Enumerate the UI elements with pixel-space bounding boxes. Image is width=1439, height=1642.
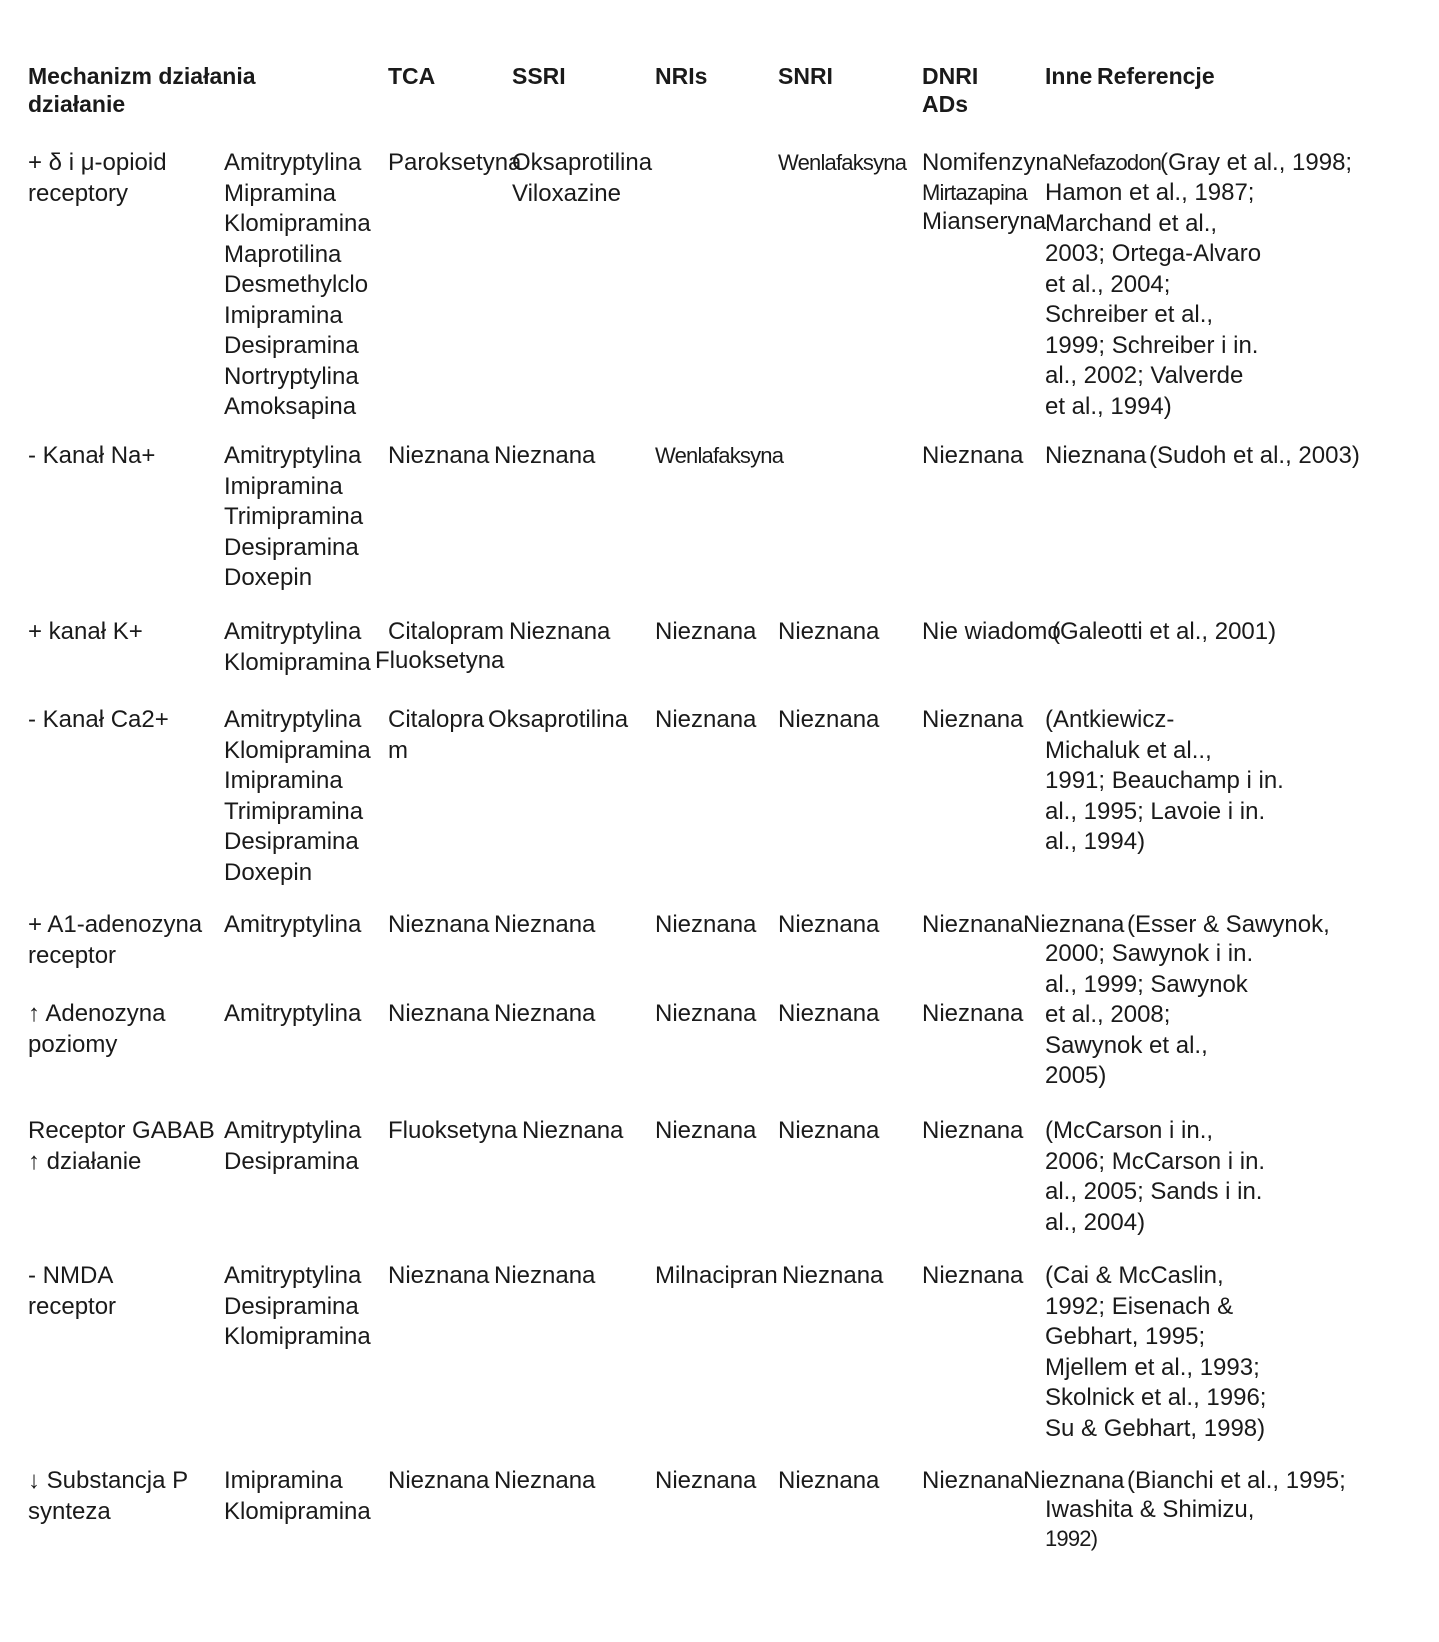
row-other-drug: Nefazodon (1062, 150, 1162, 175)
row-snri-drugs: Nieznana (778, 1000, 880, 1027)
row-snri-drugs: Wenlafaksyna (655, 443, 784, 468)
row-dnri-drug: Nieznana (922, 442, 1024, 469)
header-dnri-ads: DNRI ADs (922, 63, 979, 117)
row-mechanism: - Kanał Na+ (28, 442, 156, 469)
row-ssri-drugs: Citalopra m (388, 706, 485, 764)
row-tca-drugs: Amitryptylina Imipramina Trimipramina Desipramina Doxepin (224, 442, 364, 591)
row-nri-drugs: Oksaprotilina (488, 706, 629, 733)
row-tca-drugs: Amitryptylina Klomipramina Imipramina Trimipramina Desipramina Doxepin (224, 706, 371, 886)
row-nri-drugs: Nieznana (494, 911, 596, 938)
row-tca-drugs: Amitryptylina Klomipramina (224, 618, 371, 676)
row-tca-drugs: Imipramina Klomipramina (224, 1467, 371, 1525)
row-dnri-drug: Nieznana (922, 1262, 1024, 1289)
row-nri-drugs: Nieznana (509, 618, 611, 645)
row-tca-drugs: Amitryptylina Desipramina Klomipramina (224, 1262, 371, 1350)
row-mechanism: + δ i μ-opioid receptory (28, 149, 167, 207)
row-references: (McCarson i in., 2006; McCarson i in. al., 2005; Sands i in. al., 2004) (1045, 1117, 1266, 1236)
row-ssri-drugs: Nieznana (388, 911, 490, 938)
row-dnri-drug: Nieznana (922, 706, 1024, 733)
row-nri-drugs: Nieznana (522, 1117, 624, 1144)
row-ssri-drugs: Fluoksetyna (388, 1117, 518, 1144)
row-snri-drugs: Nieznana (655, 618, 757, 645)
row-snri-drugs: Nieznana (655, 706, 757, 733)
row-snri-drugs: Nieznana (778, 618, 880, 645)
row-references: (Antkiewicz- Michaluk et al.., 1991; Beauchamp i in. al., 1995; Lavoie i in. al., 1994) (1045, 706, 1284, 855)
row-references: Iwashita & Shimizu, (1045, 1496, 1255, 1523)
row-snri-drugs: Nieznana (778, 1467, 880, 1494)
row-other-drug: Mirtazapina (922, 180, 1027, 205)
row-snri-drugs: Nieznana (655, 1467, 757, 1494)
row-nri-drugs: Oksaprotilina Viloxazine (512, 149, 653, 207)
row-mechanism: ↑ Adenozyna poziomy (28, 1000, 166, 1058)
row-snri-drugs: Nieznana (655, 1117, 757, 1144)
row-nri-drugs: Nieznana (494, 1262, 596, 1289)
row-ssri-drugs: Nieznana (388, 442, 490, 469)
header-referencje: Referencje (1097, 63, 1215, 89)
row-references: (Galeotti et al., 2001) (1052, 618, 1277, 645)
row-dnri-drug: Nieznana (922, 911, 1024, 938)
row-snri-drugs: Nieznana (655, 1000, 757, 1027)
row-references: Hamon et al., 1987; Marchand et al., 2003; Ortega-Alvaro et al., 2004; Schreiber et al., 1999; Schreiber i in. al., 2002; Valverde et al., 1994) (1045, 179, 1262, 420)
row-mechanism: + kanał K+ (28, 618, 143, 645)
row-references: (Cai & McCaslin, 1992; Eisenach & Gebhart, 1995; Mjellem et al., 1993; Skolnick et al., 1996; Su & Gebhart, 1998) (1045, 1262, 1267, 1442)
header-ssri: SSRI (512, 63, 566, 89)
row-references: 2000; Sawynok i in. al., 1999; Sawynok et al., 2008; Sawynok et al., 2005) (1045, 940, 1254, 1089)
row-ssri-drugs: Nieznana (388, 1262, 490, 1289)
row-mechanism: ↓ Substancja P synteza (28, 1467, 189, 1525)
row-dnri-drug: Nomifenzyna (922, 149, 1063, 176)
row-other-drug: Nieznana (1023, 1467, 1125, 1494)
row-dnri-drug: Nieznana (922, 1000, 1024, 1027)
row-ssri-drugs: Citalopram (388, 618, 505, 645)
row-ssri-drugs: Nieznana (388, 1467, 490, 1494)
row-dnri-drug: Nieznana (922, 1117, 1024, 1144)
row-snri-drugs: Wenlafaksyna (778, 150, 907, 175)
row-mechanism: + A1-adenozyna receptor (28, 911, 203, 969)
row-dnri-drug: Nieznana (922, 1467, 1024, 1494)
row-other-drug: Nieznana (1045, 442, 1147, 469)
row-nri-drugs: Nieznana (494, 1000, 596, 1027)
row-ssri-drugs: Fluoksetyna (375, 647, 505, 674)
row-nri-drugs: Nieznana (494, 1467, 596, 1494)
row-mechanism: - NMDA receptor (28, 1262, 117, 1320)
header-inne: Inne (1045, 63, 1093, 89)
row-tca-drugs: Amitryptylina (224, 1000, 362, 1027)
row-tca-drugs: Amitryptylina (224, 911, 362, 938)
row-snri-drugs: Nieznana (778, 1117, 880, 1144)
row-references: 1992) (1045, 1526, 1098, 1551)
row-snri-drugs: Nieznana (782, 1262, 884, 1289)
row-dnri-drug: Nie wiadomo (922, 618, 1061, 645)
row-snri-drugs: Nieznana (778, 706, 880, 733)
row-other-drug: Nieznana (1023, 911, 1125, 938)
row-snri-drugs: Nieznana (778, 911, 880, 938)
row-tca-drugs: Amitryptylina Mipramina Klomipramina Maprotilina Desmethylclo Imipramina Desipramina Nortryptylina Amoksapina (224, 149, 371, 420)
header-snri: SNRI (778, 63, 833, 89)
row-snri-drugs: Nieznana (655, 911, 757, 938)
header-mechanism: Mechanizm działania działanie (28, 63, 256, 117)
header-tca: TCA (388, 63, 436, 89)
row-references-first: (Gray et al., 1998; (1160, 149, 1353, 176)
row-references-first: (Bianchi et al., 1995; (1127, 1467, 1346, 1494)
row-mechanism: - Kanał Ca2+ (28, 706, 169, 733)
row-other-drug: Mianseryna (922, 208, 1047, 235)
row-tca-drugs: Amitryptylina Desipramina (224, 1117, 362, 1175)
row-ssri-drugs: Paroksetyna (388, 149, 522, 176)
row-snri-drugs: Milnacipran (655, 1262, 778, 1289)
row-references: (Sudoh et al., 2003) (1149, 442, 1360, 469)
header-nris: NRIs (655, 63, 708, 89)
row-mechanism: Receptor GABAB ↑ działanie (28, 1117, 215, 1175)
row-ssri-drugs: Nieznana (388, 1000, 490, 1027)
row-references-first: (Esser & Sawynok, (1127, 911, 1330, 938)
row-nri-drugs: Nieznana (494, 442, 596, 469)
